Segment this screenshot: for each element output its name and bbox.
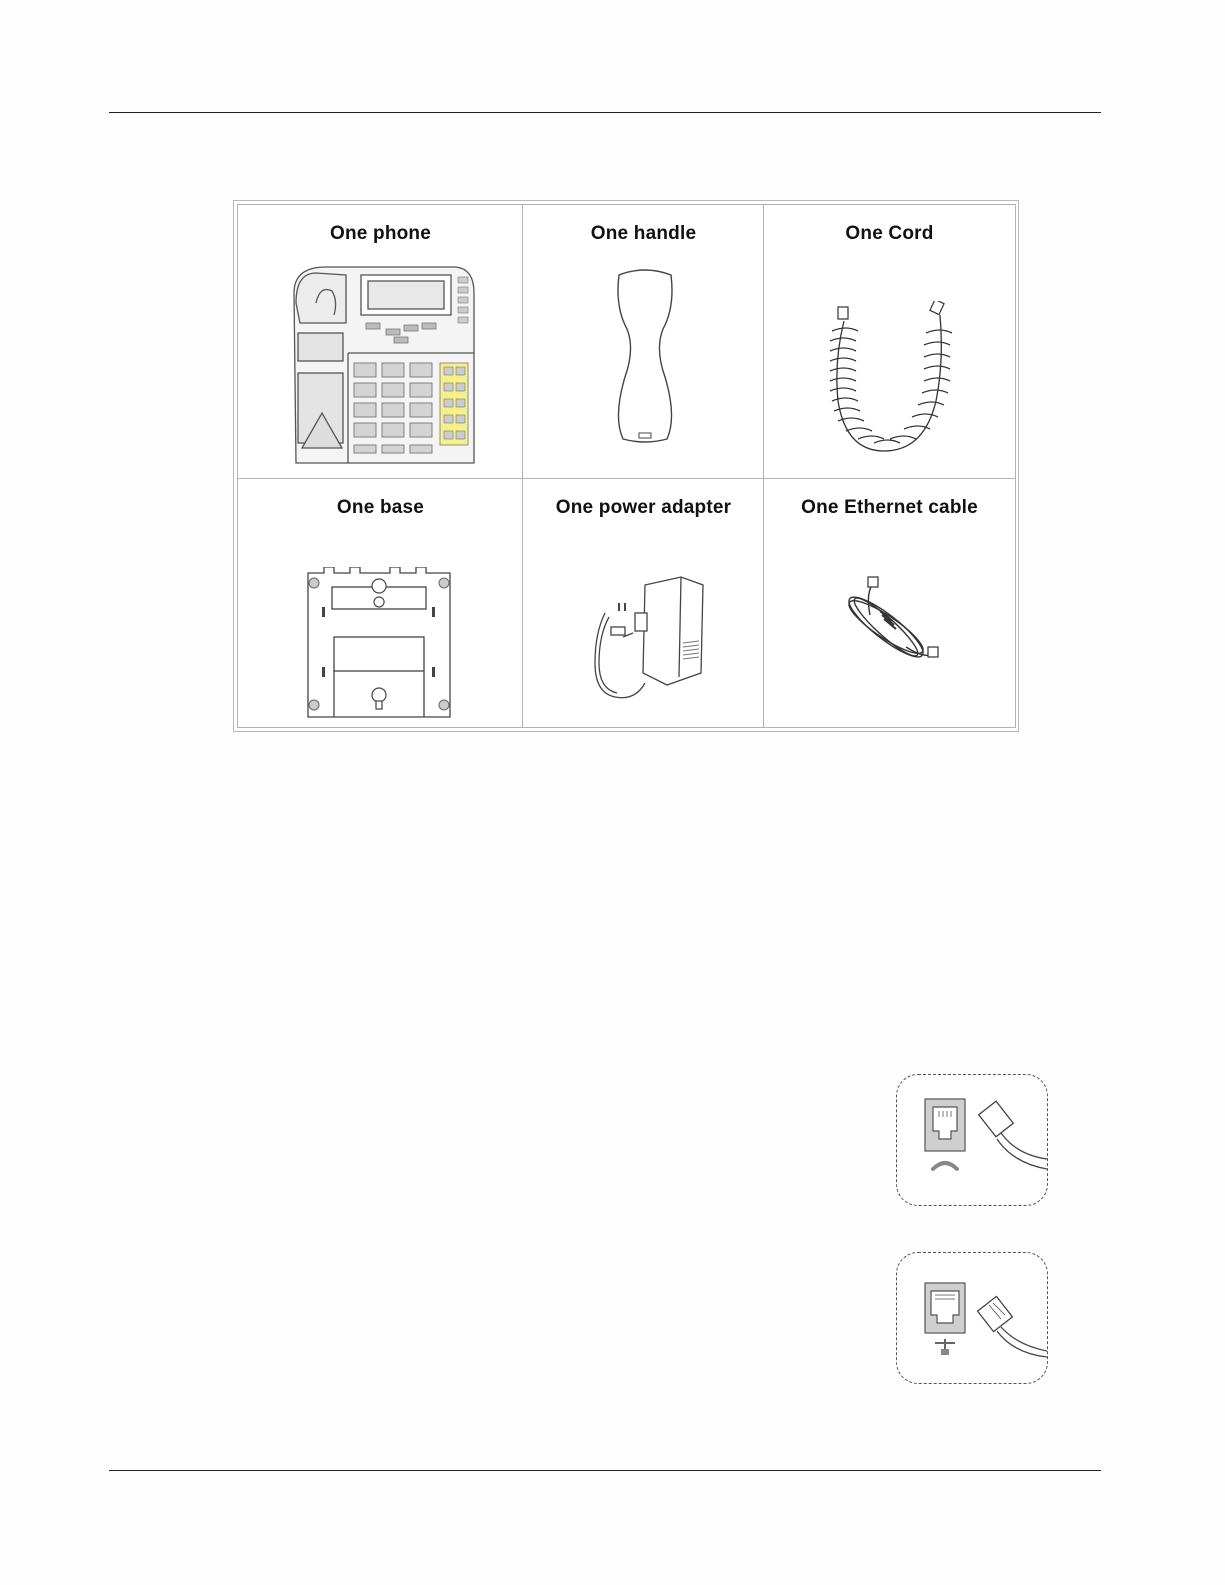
handset-port-illustration (896, 1074, 1048, 1206)
handset-icon (609, 267, 681, 447)
item-label: One Ethernet cable (801, 497, 978, 518)
lan-port-illustration (896, 1252, 1048, 1384)
package-contents-table (233, 200, 1019, 732)
footer-rule (109, 1470, 1101, 1471)
desk-phone-icon (286, 263, 476, 473)
ethernet-cable-icon (830, 575, 950, 685)
item-cell-base (237, 478, 524, 728)
header-rule (109, 112, 1101, 113)
phone-stand-base-icon (304, 567, 454, 719)
item-label: One base (336, 497, 425, 518)
coiled-cord-icon (824, 301, 954, 461)
item-label: One Cord (845, 223, 934, 244)
item-cell-phone (237, 204, 524, 480)
item-cell-cord (763, 204, 1016, 480)
lan-port-icon (897, 1253, 1047, 1383)
handset-port-icon (897, 1075, 1047, 1205)
item-cell-power-adapter (522, 478, 765, 728)
item-label: One handle (590, 223, 697, 244)
item-cell-ethernet-cable (763, 478, 1016, 728)
item-cell-handle (522, 204, 765, 480)
item-label: One phone (329, 223, 432, 244)
power-adapter-icon (585, 573, 715, 713)
item-label: One power adapter (555, 497, 732, 518)
